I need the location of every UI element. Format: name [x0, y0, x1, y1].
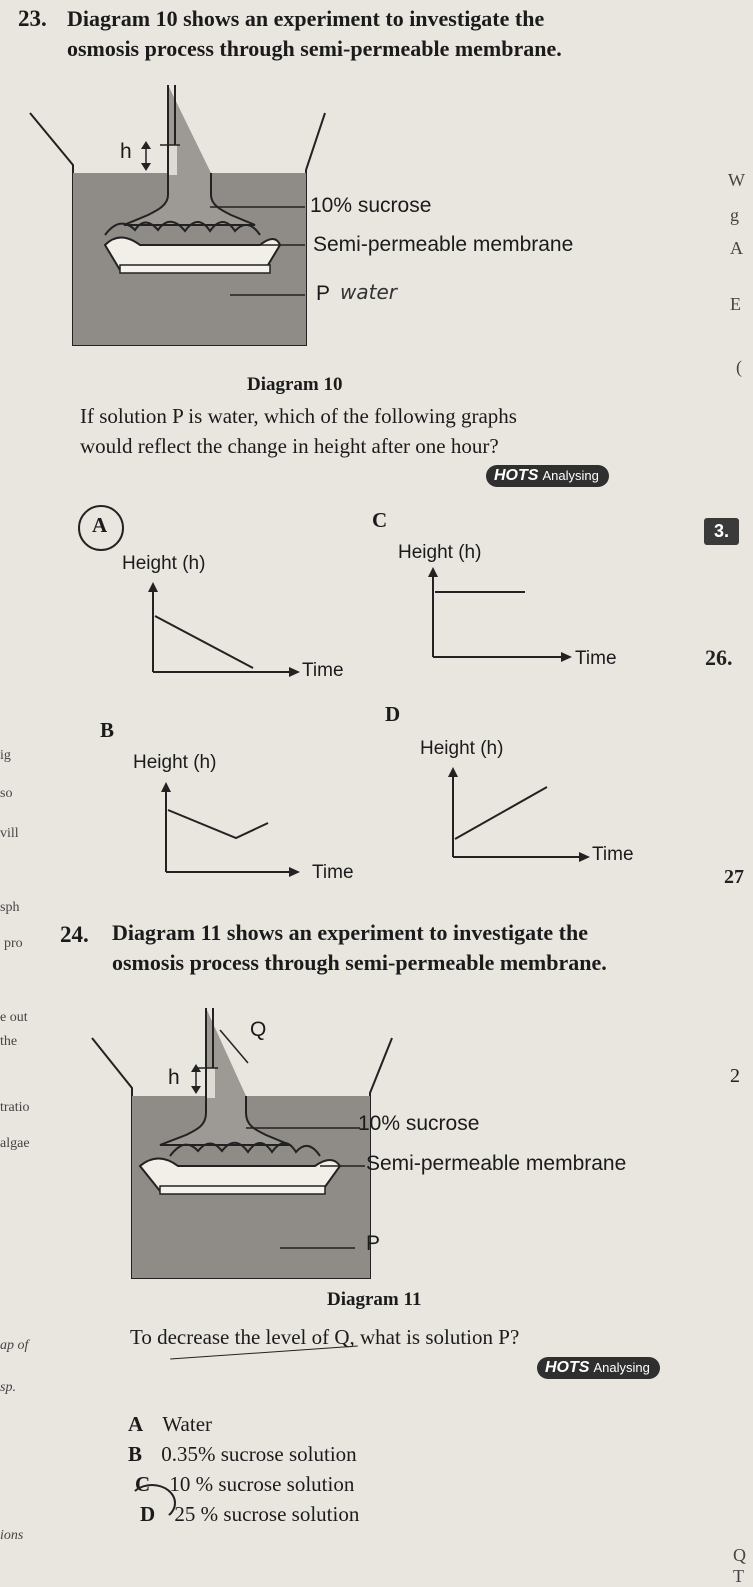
answer-d-text: 25 % sucrose solution	[174, 1502, 360, 1526]
graph-d	[445, 765, 605, 865]
graph-a	[145, 580, 305, 680]
diagram11-membrane-label: Semi-permeable membrane	[366, 1152, 627, 1175]
graph-c	[425, 565, 585, 665]
diagram10-caption: Diagram 10	[247, 374, 343, 395]
diagram11-h-label: h	[168, 1066, 180, 1089]
q23-intro-line2: osmosis process through semi-permeable membrane.	[67, 36, 562, 61]
graph-a-trend-line	[155, 616, 253, 668]
left-margin-fragment: e out	[0, 1010, 28, 1025]
left-margin-fragment: ap of	[0, 1338, 29, 1353]
hots-brand: HOTS	[545, 1359, 590, 1376]
right-margin-badge: 3.	[704, 518, 739, 545]
graph-option-a-letter[interactable]: A	[92, 513, 108, 537]
graph-d-xlabel: Time	[592, 844, 634, 865]
answer-a[interactable]	[128, 1410, 212, 1438]
graph-a-xlabel: Time	[302, 660, 344, 681]
right-margin-fragment: g	[730, 205, 739, 225]
graph-b-ylabel: Height (h)	[133, 752, 217, 773]
diagram10-membrane-label: Semi-permeable membrane	[313, 233, 574, 256]
left-margin-fragment: the	[0, 1034, 18, 1049]
q23-question-line1: If solution P is water, which of the following graphs	[80, 404, 517, 428]
answer-d[interactable]	[140, 1500, 359, 1528]
graph-option-d-letter[interactable]: D	[385, 702, 401, 726]
graph-c-xlabel: Time	[575, 648, 617, 669]
left-margin-fragment: so	[0, 786, 13, 801]
left-margin-fragment: pro	[4, 936, 23, 951]
right-margin-question-number: 26.	[705, 645, 733, 670]
right-margin-fragment: Q	[733, 1545, 746, 1565]
q23-question-line2: would reflect the change in height after one hour?	[80, 434, 499, 458]
left-margin-fragment: tratio	[0, 1100, 30, 1115]
diagram10-p-label: P	[316, 282, 331, 305]
question-number-24: 24.	[60, 922, 89, 947]
graph-b	[158, 780, 318, 880]
graph-option-b-letter[interactable]: B	[100, 718, 115, 742]
question-number-23: 23.	[18, 6, 47, 31]
right-margin-fragment: A	[730, 238, 743, 258]
hots-brand: HOTS	[494, 467, 539, 484]
graph-b-trend-line	[168, 810, 268, 838]
graph-a-ylabel: Height (h)	[122, 553, 206, 574]
left-margin-fragment: ig	[0, 748, 11, 763]
left-margin-fragment: ions	[0, 1528, 24, 1543]
q24-intro-line1: Diagram 11 shows an experiment to investigate the	[112, 920, 589, 945]
graph-d-ylabel: Height (h)	[420, 738, 504, 759]
q24-hots-badge	[537, 1357, 660, 1379]
diagram11-p-label: P	[366, 1232, 381, 1255]
answer-d-letter: D	[140, 1502, 156, 1526]
left-margin-fragment: sp.	[0, 1380, 16, 1395]
answer-c-text: 10 % sucrose solution	[169, 1472, 355, 1496]
diagram11-sucrose-label: 10% sucrose	[358, 1112, 480, 1135]
handwritten-water-note: water	[340, 280, 397, 304]
left-margin-fragment: sph	[0, 900, 20, 915]
right-margin-fragment: (	[736, 357, 742, 377]
answer-b[interactable]	[128, 1440, 357, 1468]
graph-b-xlabel: Time	[312, 862, 354, 883]
q23-intro-line1: Diagram 10 shows an experiment to investigate the	[67, 6, 545, 31]
answer-b-letter: B	[128, 1442, 143, 1466]
diagram11-q-label: Q	[250, 1018, 267, 1041]
right-margin-fragment: W	[728, 170, 745, 190]
answer-b-text: 0.35% sucrose solution	[161, 1442, 357, 1466]
diagram-10	[20, 85, 640, 365]
answer-c-letter: C	[135, 1472, 151, 1496]
answer-a-text: Water	[162, 1412, 213, 1436]
right-margin-question-number: 27	[724, 866, 744, 888]
right-margin-fragment: 2	[730, 1065, 740, 1087]
right-margin-fragment: E	[730, 294, 741, 314]
graph-c-ylabel: Height (h)	[398, 542, 482, 563]
right-margin-fragment: T	[733, 1566, 744, 1586]
hots-skill: Analysing	[593, 1360, 650, 1375]
diagram11-caption: Diagram 11	[327, 1289, 422, 1310]
tube-inside	[169, 145, 177, 175]
left-margin-fragment: algae	[0, 1136, 30, 1151]
left-margin-fragment: vill	[0, 826, 19, 841]
answer-a-letter: A	[128, 1412, 144, 1436]
q24-intro-line2: osmosis process through semi-permeable membrane.	[112, 950, 607, 975]
q24-question: To decrease the level of Q, what is solution P?	[130, 1325, 520, 1349]
graph-option-c-letter[interactable]: C	[372, 508, 388, 532]
q23-hots-badge	[486, 465, 609, 487]
diagram10-sucrose-label: 10% sucrose	[310, 194, 432, 217]
graph-d-trend-line	[455, 787, 547, 839]
hots-skill: Analysing	[542, 468, 599, 483]
diagram10-h-label: h	[120, 140, 132, 163]
